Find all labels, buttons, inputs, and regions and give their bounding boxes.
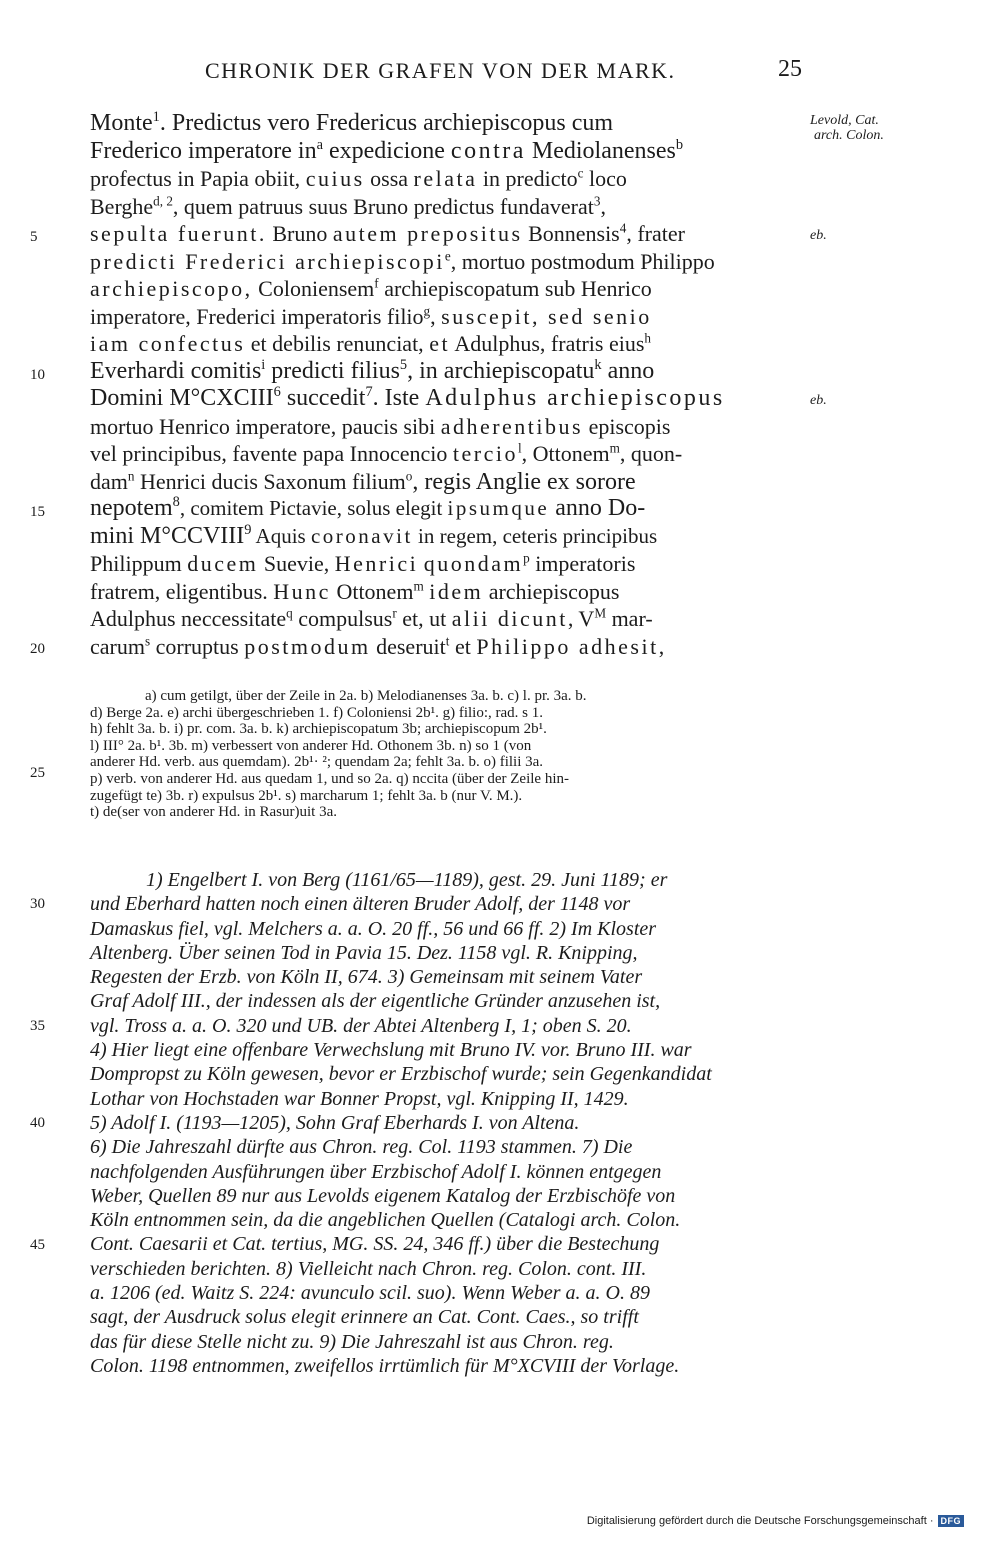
text-line: dam$^n$ Henrici ducis Saxonum filium$^o$, regis Anglie ex sorore — [90, 468, 636, 495]
footnote-line: Colon. 1198 entnommen, zweifellos irrtümlich für M°XCVIII der Vorlage. — [90, 1354, 680, 1377]
apparatus-line: h) fehlt 3a. b. i) pr. com. 3a. b. k) archiepiscopatum 3b; archiepiscopum 2b¹. — [90, 721, 547, 738]
text-line: profectus in Papia obiit, cuius ossa relata in predicto$^c$ loco — [90, 165, 627, 191]
text-line: archiepiscopo, Coloniensem$^f$ archiepiscopatum sub Henrico — [90, 275, 652, 301]
text-line: mini M°CCVIII$^9$ Aquis coronavit in regem, ceteris principibus — [90, 521, 658, 549]
footnote-line: verschieden berichten. 8) Vielleicht nach Chron. reg. Colon. cont. III. — [90, 1257, 647, 1280]
apparatus-line: a) cum getilgt, über der Zeile in 2a. b) Melodianenses 3a. b. c) l. pr. 3a. b. — [145, 688, 587, 704]
footnote-line: Altenberg. Über seinen Tod in Pavia 15. Dez. 1158 vgl. R. Knipping, — [90, 941, 638, 964]
footnote-line: 6) Die Jahreszahl dürfte aus Chron. reg. Col. 1193 stammen. 7) Die — [90, 1136, 633, 1159]
footnote-line: 4) Hier liegt eine offenbare Verwechslung mit Bruno IV. vor. Bruno III. war — [90, 1039, 692, 1062]
apparatus-line: l) III° 2a. b¹. 3b. m) verbessert von anderer Hd. Othonem 3b. n) so 1 (von — [90, 737, 532, 754]
apparatus-line: anderer Hd. verb. aus quemdam). 2b¹· ²; quendam 2a; fehlt 3a. b. o) filii 3a. — [90, 754, 544, 771]
footnote-line: Dompropst zu Köln gewesen, bevor er Erzbischof wurde; sein Gegenkandidat — [90, 1063, 712, 1086]
line-number: 10 — [30, 367, 45, 383]
footnote-line: a. 1206 (ed. Waitz S. 224: avunculo scil. suo). Wenn Weber a. a. O. 89 — [90, 1282, 650, 1305]
footnote-line: nachfolgenden Ausführungen über Erzbischof Adolf I. können entgegen — [90, 1160, 662, 1183]
text-line: predicti Frederici archiepiscopi$^e$, mortuo postmodum Philippo — [90, 248, 715, 274]
footnote-line: und Eberhard hatten noch einen älteren Bruder Adolf, der 1148 vor — [90, 893, 631, 916]
text-line: vel principibus, favente papa Innocencio tercio$^l$, Ottonem$^m$, quon- — [90, 440, 683, 466]
running-title: CHRONIK DER GRAFEN VON DER MARK. — [205, 58, 676, 83]
margin-note-eb: eb. — [810, 228, 827, 243]
page-header — [90, 56, 802, 88]
critical-apparatus — [90, 688, 802, 821]
line-number: 30 — [30, 896, 45, 912]
margin-note-eb: eb. — [810, 393, 827, 408]
footnote-line: Weber, Quellen 89 nur aus Levolds eigenem Katalog der Erzbischöfe von — [90, 1184, 676, 1207]
line-number: 35 — [30, 1018, 45, 1034]
apparatus-line: p) verb. von anderer Hd. aus quedam 1, und so 2a. q) nccita (über der Zeile hin- — [90, 770, 569, 787]
text-line: Monte$^1$. Predictus vero Fredericus archiepiscopus cum — [90, 109, 614, 136]
footnote-line: Graf Adolf III., der indessen als der eigentliche Gründer anzusehen ist, — [90, 990, 661, 1013]
text-line: Philippum ducem Suevie, Henrici quondam$^p$ imperatoris — [90, 550, 636, 576]
text-line: Everhardi comitis$^i$ predicti filius$^5$, in archiepiscopatu$^k$ anno — [90, 356, 655, 384]
footnote-line: Regesten der Erzb. von Köln II, 674. 3) Gemeinsam mit seinem Vater — [90, 966, 643, 989]
footnote-line: sagt, der Ausdruck solus elegit erinnere an Cat. Cont. Caes., so trifft — [90, 1306, 639, 1329]
footnote-line: vgl. Tross a. a. O. 320 und UB. der Abtei Altenberg I, 1; oben S. 20. — [90, 1014, 632, 1037]
dfg-logo: DFG — [938, 1515, 965, 1527]
margin-note-levold: Levold, Cat. arch. Colon. — [810, 113, 884, 143]
line-number: 15 — [30, 504, 45, 520]
apparatus-line: d) Berge 2a. e) archi übergeschrieben 1. f) Coloniensi 2b¹. g) filio:, rad. s 1. — [90, 704, 543, 721]
text-line: Domini M°CXCIII$^6$ succedit$^7$. Iste Adulphus archiepiscopus — [90, 384, 725, 411]
text-line: iam confectus et debilis renunciat, et Adulphus, fratris eius$^h$ — [90, 330, 651, 356]
page-number: 25 — [778, 56, 802, 82]
text-line: fratrem, eligentibus. Hunc Ottonem$^m$ idem archiepiscopus — [90, 578, 620, 604]
line-number: 45 — [30, 1237, 45, 1253]
footnote-line: Damaskus fiel, vgl. Melchers a. a. O. 20 ff., 56 und 66 ff. 2) Im Kloster — [90, 917, 657, 940]
text-line: sepulta fuerunt. Bruno autem prepositus Bonnensis$^4$, frater — [90, 220, 685, 246]
text-line: Adulphus neccessitate$^q$ compulsus$^r$ et, ut alii dicunt, $V^M$ mar- — [90, 605, 653, 631]
text-line: nepotem$^8$, comitem Pictavie, solus elegit ipsumque anno Do- — [90, 494, 646, 521]
text-line: imperatore, Frederici imperatoris filio$^g$, suscepit, sed senio — [90, 303, 652, 329]
apparatus-line: zugefügt te) 3b. r) expulsus 2b¹. s) marcharum 1; fehlt 3a. b (nur V. M.). — [90, 787, 523, 804]
footnote-line: 5) Adolf I. (1193—1205), Sohn Graf Eberhards I. von Altena. — [90, 1111, 580, 1134]
text-line: Berghe$^{d, 2}$, quem patruus suus Bruno predictus fundaverat$^3$, — [90, 193, 606, 219]
funding-notice — [587, 1515, 964, 1527]
footnote-line: Lothar von Hochstaden war Bonner Propst, vgl. Knipping II, 1429. — [90, 1087, 629, 1110]
apparatus-line: t) de(ser von anderer Hd. in Rasur)uit 3a. — [90, 804, 338, 821]
footnote-line: Köln entnommen sein, da die angeblichen Quellen (Catalogi arch. Colon. — [90, 1209, 681, 1232]
footnote-line: Cont. Caesarii et Cat. tertius, MG. SS. 24, 346 ff.) über die Bestechung — [90, 1233, 660, 1256]
text-line: carum$^s$ corruptus postmodum deseruit$^t$ et Philippo adhesit, — [90, 633, 665, 659]
line-number: 25 — [30, 765, 45, 781]
main-text — [90, 110, 802, 660]
footnotes — [90, 868, 802, 1378]
line-number: 20 — [30, 641, 45, 657]
text-line: mortuo Henrico imperatore, paucis sibi adherentibus episcopis — [90, 413, 671, 439]
line-number: 40 — [30, 1115, 45, 1131]
footnote-line: 1) Engelbert I. von Berg (1161/65—1189), gest. 29. Juni 1189; er — [146, 869, 668, 891]
funding-text: Digitalisierung gefördert durch die Deutsche Forschungsgemeinschaft · — [586, 1515, 934, 1527]
text-line: Frederico imperatore $in^a$ expedicione contra Mediolanenses$^b$ — [90, 136, 684, 164]
line-number: 5 — [30, 229, 38, 245]
footnote-line: das für diese Stelle nicht zu. 9) Die Jahreszahl ist aus Chron. reg. — [90, 1330, 614, 1353]
